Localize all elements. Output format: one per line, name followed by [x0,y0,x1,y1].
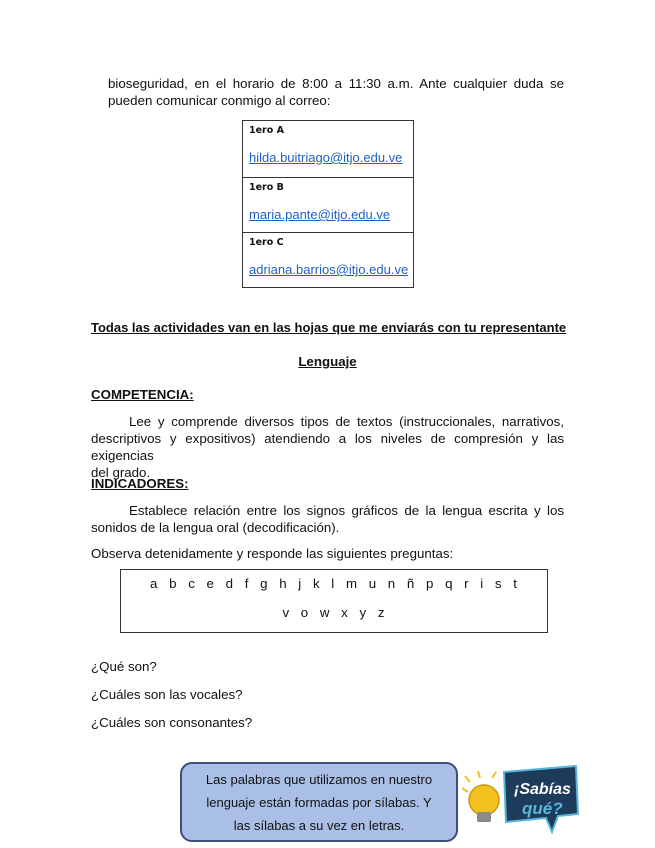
letters-box [120,569,548,633]
tip-line-3: las sílabas a su vez en letras. [233,818,405,833]
indicadores-line-1: Establece relación entre los signos gráficos de la lengua escrita y los [129,503,564,518]
question-1: ¿Qué son? [91,659,157,674]
badge-line-2: qué? [522,799,563,818]
competencia-line-1: Lee y comprende diversos tipos de textos (instruccionales, narrativos, [129,414,564,429]
competencia-paragraph [91,413,564,481]
tip-line-2: lenguaje están formadas por sílabas. Y [206,795,432,810]
contacts-table [242,120,414,288]
contact-email-link[interactable]: adriana.barrios@itjo.edu.ve [249,262,409,277]
contact-email-link[interactable]: hilda.buitriago@itjo.edu.ve [249,150,403,165]
badge-line-1: ¡Sabías [514,781,571,798]
contact-email-link[interactable]: maria.pante@itjo.edu.ve [249,207,391,222]
competencia-line-3: del grado. [91,465,151,480]
competencia-line-2: descriptivos y expositivos) atendiendo a los niveles de compresión y las exigencias [91,431,564,463]
contact-group-label: 1ero C [249,237,284,248]
contact-group-label: 1ero A [249,125,284,136]
activities-notice: Todas las actividades van en las hojas que me enviarás con tu representante [91,320,567,335]
letters-row-1: a b c e d f g h j k l m u n ñ p q r i s t [150,576,518,591]
tip-callout [180,762,458,842]
intro-line-1: bioseguridad, en el horario de 8:00 a 11:30 a.m. Ante cualquier duda se [108,76,564,91]
competencia-heading: COMPETENCIA: [91,387,194,402]
lightbulb-icon [462,771,499,822]
contact-row [243,121,413,177]
tip-line-1: Las palabras que utilizamos en nuestro [205,772,433,787]
intro-line-2: pueden comunicar conmigo al correo: [108,93,331,108]
subject-title: Lenguaje [298,354,357,369]
question-3: ¿Cuáles son consonantes? [91,715,253,730]
contact-group-label: 1ero B [249,182,284,193]
instruction-text: Observa detenidamente y responde las siguientes preguntas: [91,546,454,561]
sabias-que-badge [462,760,582,842]
intro-paragraph [108,75,564,109]
letters-row-2: v o w x y z [282,605,386,620]
contact-row [243,177,413,232]
indicadores-heading: INDICADORES: [91,476,189,491]
question-2: ¿Cuáles son las vocales? [91,687,243,702]
contact-row [243,232,413,287]
indicadores-paragraph [91,502,564,536]
indicadores-line-2: sonidos de la lengua oral (decodificación). [91,520,340,535]
